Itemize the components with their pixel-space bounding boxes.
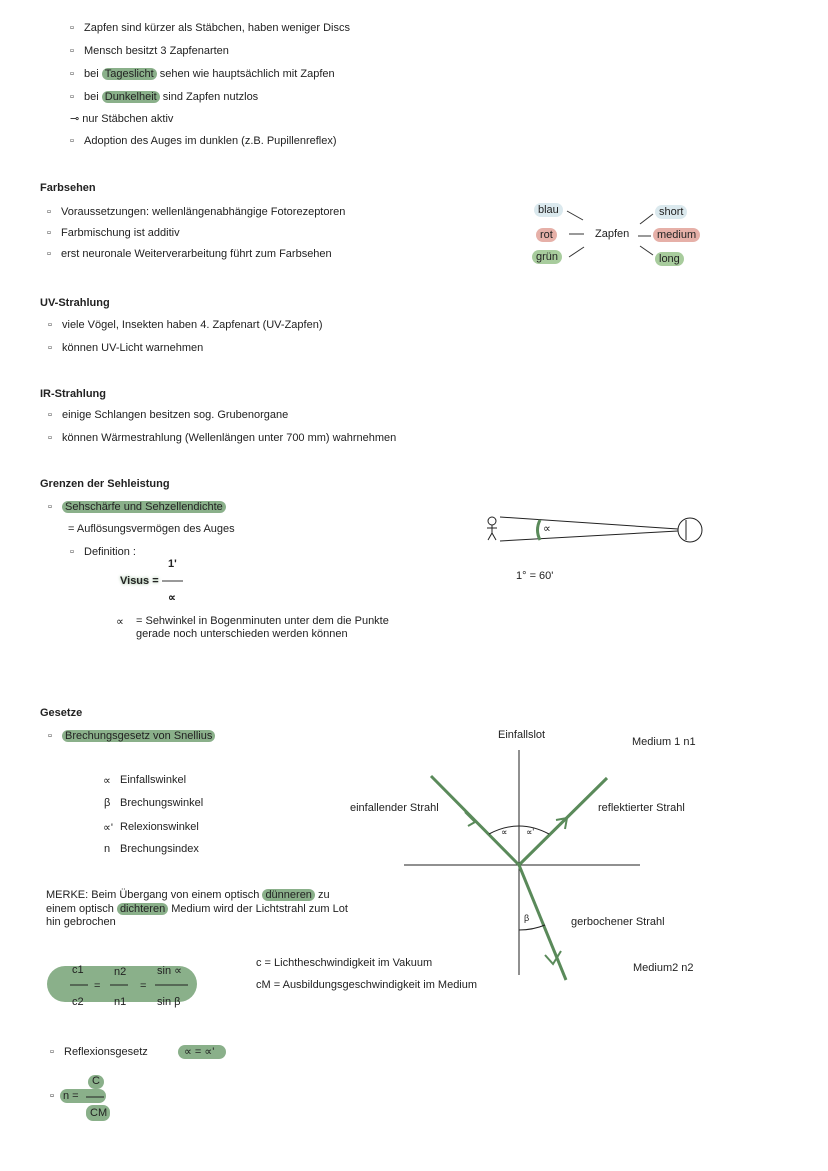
text: sehen wie hauptsächlich mit Zapfen	[156, 68, 335, 80]
reflected-ray-label: reflektierter Strahl	[598, 802, 685, 814]
legend-text: Brechungsindex	[120, 843, 199, 855]
formula-c1: c1	[72, 964, 84, 976]
text: bei	[84, 91, 102, 103]
legend-text: Einfallswinkel	[120, 774, 187, 786]
color-blau: blau	[534, 203, 563, 217]
heading-uv: UV-Strahlung	[40, 297, 110, 309]
c-definition: c = Lichtheschwindigkeit im Vakuum	[256, 957, 433, 969]
ir-item: ▫ einige Schlangen besitzen sog. Grubenorgane	[62, 409, 288, 421]
formula-n2: n2	[114, 966, 127, 978]
n-formula-lhs: n =	[63, 1090, 79, 1102]
reflexion-label: ▫ Reflexionsgesetz	[64, 1046, 148, 1058]
wave-long: long	[655, 252, 684, 266]
text: Medium wird der Lichtstrahl zum Lot	[168, 903, 348, 915]
heading-grenzen: Grenzen der Sehleistung	[40, 478, 170, 490]
farbsehen-item: ▫ Voraussetzungen: wellenlängenabhängige Fotorezeptoren	[61, 206, 345, 218]
visus-denominator: ∝	[168, 592, 176, 604]
text: sind Zapfen nutzlos	[159, 91, 259, 103]
einfallslot-label: Einfallslot	[498, 729, 546, 741]
legend-text: Brechungswinkel	[120, 797, 204, 809]
merke-line3: hin gebrochen	[46, 916, 116, 928]
refracted-ray-label: gerbochener Strahl	[571, 916, 665, 928]
intro-item: ▫ Adoption des Auges im dunklen (z.B. Pupillenreflex)	[84, 135, 337, 147]
n-formula-num: C	[92, 1075, 100, 1087]
incoming-ray-label: einfallender Strahl	[350, 802, 439, 814]
heading-farbsehen: Farbsehen	[40, 182, 96, 194]
zapfen-connectors	[567, 211, 653, 257]
intro-item: ▫ Mensch besitzt 3 Zapfenarten	[84, 45, 229, 57]
text: bei	[84, 68, 102, 80]
sehwinkel-diagram	[487, 517, 702, 542]
ir-item: ▫ können Wärmestrahlung (Wellenlängen unter 700 mm) wahrnehmen	[62, 432, 396, 444]
legend-text: Relexionswinkel	[120, 821, 199, 833]
text: nur Stäbchen aktiv	[82, 113, 174, 125]
text: einem optisch	[46, 903, 117, 915]
legend-sym: ∝	[103, 775, 111, 787]
refraction-diagram	[404, 750, 640, 980]
intro-item: ▫ Zapfen sind kürzer als Stäbchen, haben weniger Discs	[84, 22, 350, 34]
grenzen-equal: = Auflösungsvermögen des Auges	[68, 523, 235, 535]
arrow-icon: ⊸	[70, 113, 80, 125]
visus-numerator: 1'	[168, 558, 177, 570]
uv-item: ▫ können UV-Licht warnehmen	[62, 342, 203, 354]
formula-c2: c2	[72, 996, 84, 1008]
formula-eq: =	[140, 980, 147, 992]
angle-alpha-prime: ∝'	[526, 827, 535, 837]
legend-sym: n	[104, 843, 111, 855]
text: MERKE: Beim Übergang von einem optisch	[46, 889, 263, 901]
color-gruen: grün	[532, 250, 562, 264]
degree-conversion: 1° = 60'	[516, 570, 554, 582]
formula-eq: =	[94, 980, 101, 992]
formula-sin-alpha: sin ∝	[157, 965, 182, 977]
legend-sym: β	[104, 797, 111, 809]
sehwinkel-alpha: ∝	[543, 523, 551, 535]
alpha-def-line1: = Sehwinkel in Bogenminuten unter dem die Punkte	[136, 615, 389, 627]
alpha-def-line2: gerade noch unterschieden werden können	[136, 628, 348, 640]
highlight-snellius: Brechungsgesetz von Snellius	[62, 730, 215, 742]
alpha-symbol: ∝	[116, 616, 124, 628]
zapfen-center: Zapfen	[595, 228, 630, 240]
highlight-tageslicht: Tageslicht	[102, 68, 157, 80]
n-formula-den: CM	[90, 1107, 108, 1119]
wave-medium: medium	[653, 228, 700, 242]
medium1-label: Medium 1 n1	[632, 736, 696, 748]
formula-sin-beta: sin β	[157, 996, 181, 1008]
farbsehen-item: ▫ erst neuronale Weiterverarbeitung führt zum Farbsehen	[61, 248, 332, 260]
highlight-dichteren: dichteren	[117, 903, 168, 915]
visus-label: Visus =	[120, 575, 159, 587]
angle-alpha: ∝	[501, 827, 508, 837]
color-rot: rot	[536, 228, 557, 242]
highlight-sehschaerfe: Sehschärfe und Sehzellendichte	[62, 501, 226, 513]
highlight-duenneren: dünneren	[262, 889, 315, 901]
reflexion-formula: ∝ = ∝'	[184, 1046, 215, 1058]
text: = Ausbildungsgeschwindigkeit im Medium	[273, 979, 478, 991]
heading-ir: IR-Strahlung	[40, 388, 106, 400]
legend-sym: ∝'	[103, 822, 113, 834]
formula-n1: n1	[114, 996, 127, 1008]
n-formula-bullet: ▫	[50, 1090, 54, 1102]
heading-gesetze: Gesetze	[40, 707, 83, 719]
highlight-dunkelheit: Dunkelheit	[102, 91, 160, 103]
wave-short: short	[655, 205, 687, 219]
medium2-label: Medium2 n2	[633, 962, 694, 974]
farbsehen-item: ▫ Farbmischung ist additiv	[61, 227, 180, 239]
uv-item: ▫ viele Vögel, Insekten haben 4. Zapfenart (UV-Zapfen)	[62, 319, 323, 331]
grenzen-definition: ▫ Definition :	[84, 546, 136, 558]
angle-beta: β	[524, 913, 530, 923]
cm-symbol: cM	[256, 979, 271, 991]
text: zu	[314, 889, 330, 901]
